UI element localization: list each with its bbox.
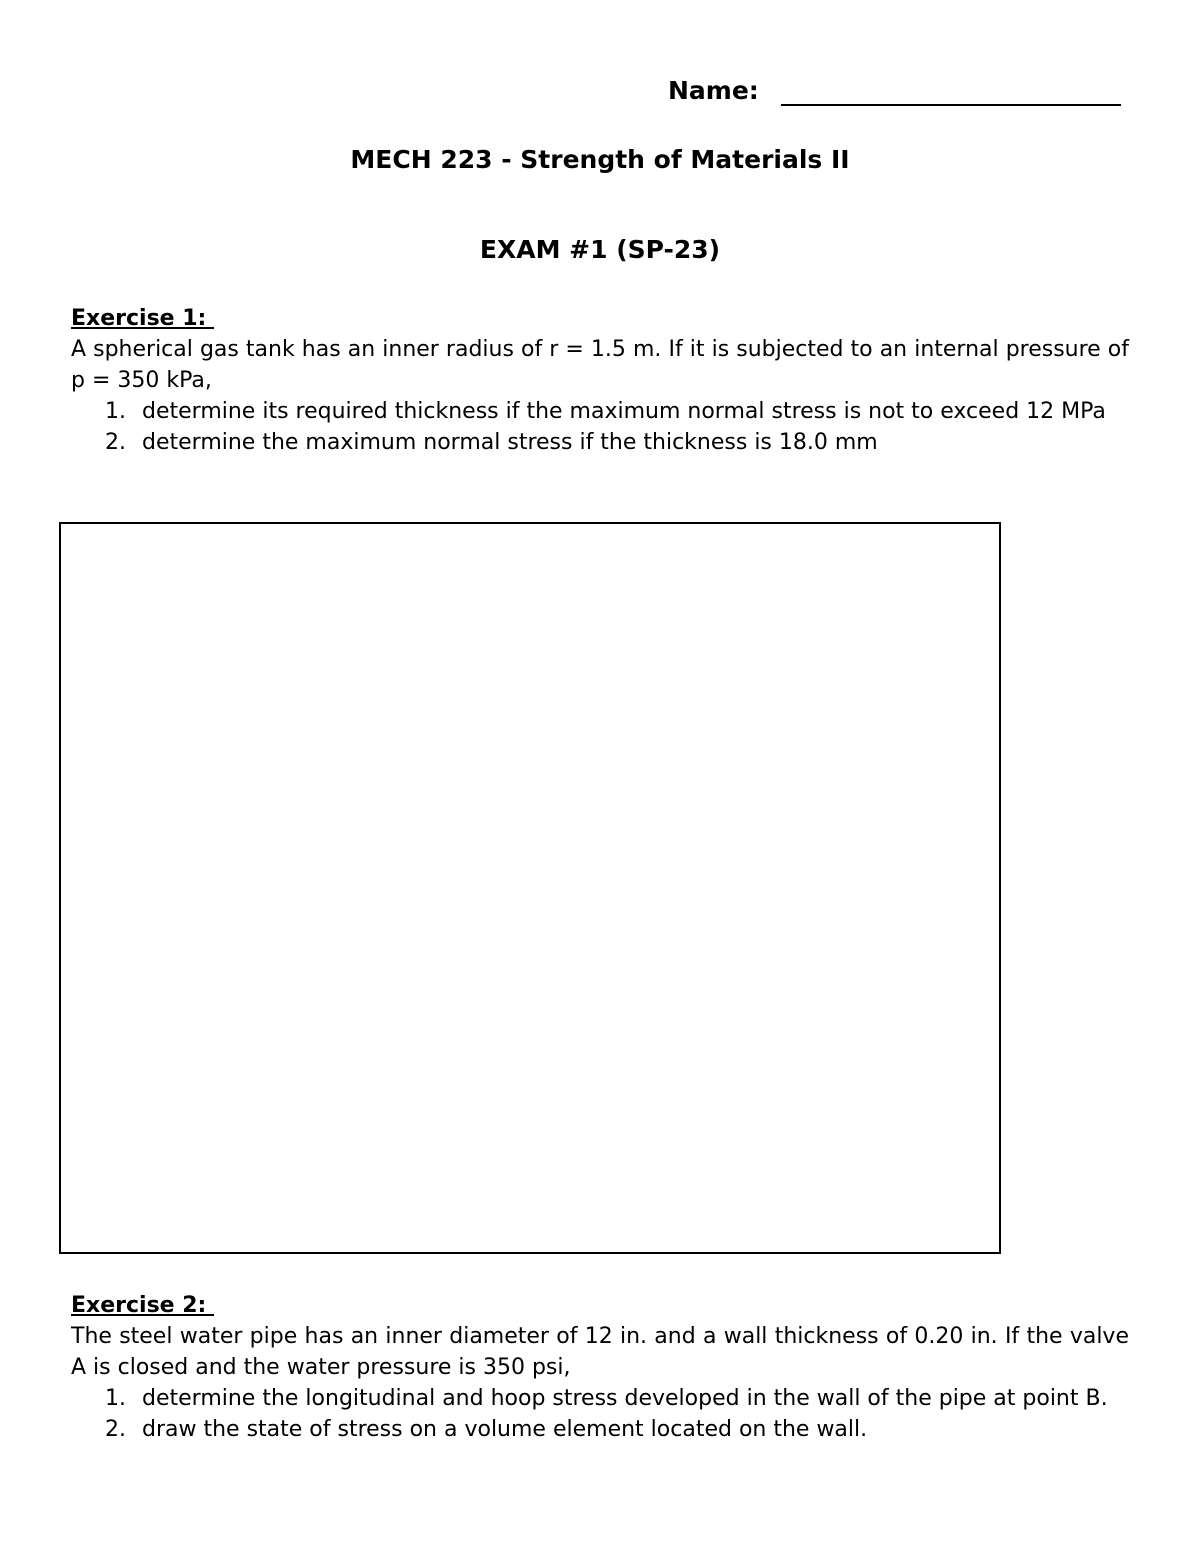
list-item-text: draw the state of stress on a volume element located on the wall. xyxy=(142,1417,868,1442)
exercise-2-list xyxy=(71,1383,1129,1445)
list-item-number: 1. xyxy=(105,1386,126,1411)
name-label: Name: xyxy=(668,76,759,105)
list-item-text: determine the longitudinal and hoop stress developed in the wall of the pipe at point B. xyxy=(142,1386,1108,1411)
list-item-number: 1. xyxy=(105,399,126,424)
exercise-1-list xyxy=(71,396,1129,458)
list-item-number: 2. xyxy=(105,430,126,455)
list-item xyxy=(71,1383,1129,1414)
list-item-text: determine its required thickness if the maximum normal stress is not to exceed 12 MPa xyxy=(142,399,1106,424)
exercise-2 xyxy=(71,1290,1129,1445)
exercise-2-heading: Exercise 2: xyxy=(71,1293,215,1318)
list-item-number: 2. xyxy=(105,1417,126,1442)
answer-box[interactable] xyxy=(59,522,1001,1254)
list-item xyxy=(71,1414,1129,1445)
exam-title: EXAM #1 (SP-23) xyxy=(479,235,721,264)
exercise-2-text: The steel water pipe has an inner diameter of 12 in. and a wall thickness of 0.20 in. If the valve A is closed and the water pressure is 350 psi, xyxy=(71,1324,1129,1380)
list-item-text: determine the maximum normal stress if the thickness is 18.0 mm xyxy=(142,430,878,455)
exercise-1-text: A spherical gas tank has an inner radius of r = 1.5 m. If it is subjected to an internal pressure of p = 350 kPa, xyxy=(71,337,1129,393)
name-field-row xyxy=(668,70,1130,106)
exercise-1 xyxy=(71,303,1129,458)
exercise-1-heading: Exercise 1: xyxy=(71,306,215,331)
name-blank-line[interactable] xyxy=(781,76,1121,106)
list-item xyxy=(71,427,1129,458)
list-item xyxy=(71,396,1129,427)
course-title: MECH 223 - Strength of Materials II xyxy=(350,145,850,174)
